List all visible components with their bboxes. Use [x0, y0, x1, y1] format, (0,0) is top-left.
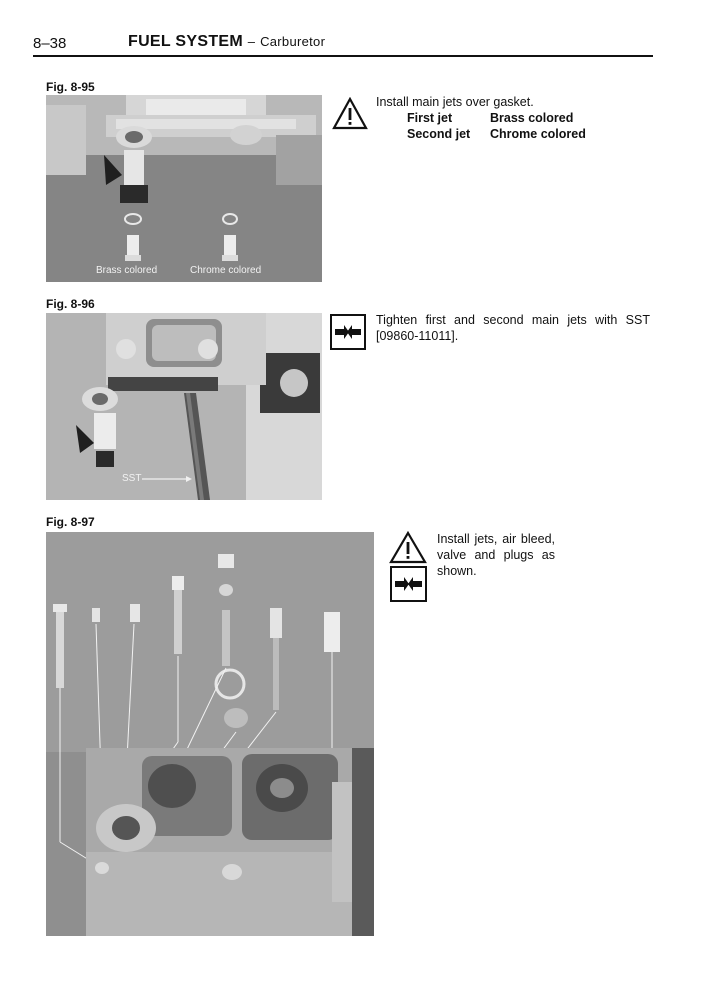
section-title — [128, 33, 325, 51]
step-2-text: Tighten first and second main jets with SST [09860-11011]. — [376, 313, 650, 343]
figure-photo-97 — [46, 532, 374, 936]
first-jet-label: First jet — [407, 111, 453, 125]
first-jet-color: Brass colored — [490, 111, 574, 125]
page-number: 8–38 — [33, 35, 67, 52]
figure-label-95: Fig. 8-95 — [46, 80, 95, 94]
caution-icon-2 — [389, 531, 427, 565]
figure-label-97: Fig. 8-97 — [46, 515, 95, 529]
figure-photo-95 — [46, 95, 322, 282]
figure-photo-96 — [46, 313, 322, 500]
caution-icon — [332, 97, 368, 131]
caption-sst: SST — [122, 473, 142, 484]
second-jet-color: Chrome colored — [490, 127, 586, 141]
subsection-name: Carburetor — [260, 34, 326, 49]
title-dash: – — [247, 34, 256, 49]
caption-brass-colored: Brass colored — [96, 265, 158, 276]
figure-label-96: Fig. 8-96 — [46, 297, 95, 311]
press-fit-icon — [330, 314, 366, 350]
caption-chrome-colored: Chrome colored — [190, 265, 262, 276]
carburetor-photo-97 — [46, 532, 374, 936]
section-name: FUEL SYSTEM — [128, 33, 244, 50]
carburetor-photo-96 — [46, 313, 322, 500]
second-jet-label: Second jet — [407, 127, 471, 141]
step-3-text: Install jets, air bleed, valve and plugs as shown. — [437, 532, 555, 578]
step-1-text: Install main jets over gasket. — [376, 95, 534, 109]
press-fit-icon-2 — [390, 566, 427, 602]
carburetor-photo-95 — [46, 95, 322, 282]
header-rule — [33, 55, 653, 57]
